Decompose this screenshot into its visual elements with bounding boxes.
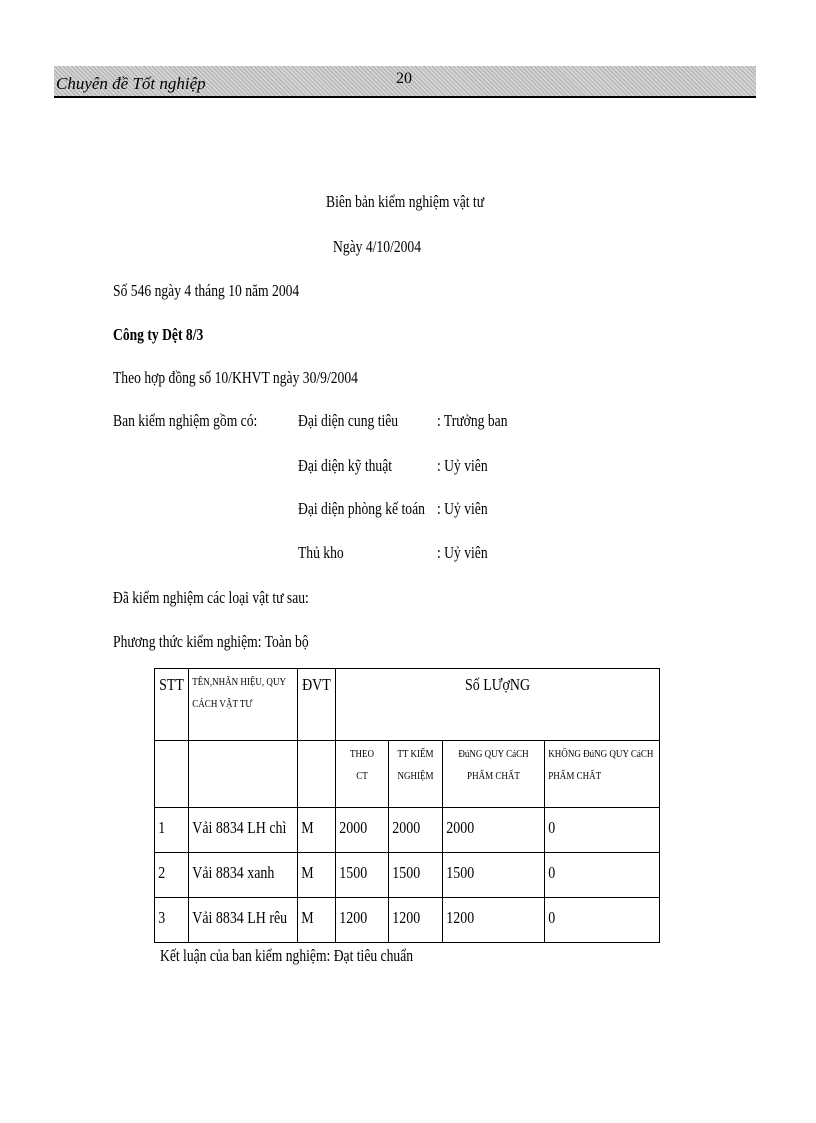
cell-khong-dung: 0 [548, 863, 556, 882]
cell-dung: 2000 [446, 818, 475, 837]
cell-khong-dung: 0 [548, 818, 556, 837]
table-header-row [155, 669, 660, 741]
table-cell [389, 898, 443, 943]
cell-theo-ct: 1500 [339, 863, 368, 882]
cell-dung: 1500 [446, 863, 475, 882]
page-header [54, 66, 756, 98]
table-cell [545, 898, 660, 943]
header-title: Chuyên đề Tốt nghiệp [56, 74, 206, 93]
cell-stt: 2 [158, 863, 166, 882]
header-tt-kiem-nghiem: TT KIỂM NGHIỆM [397, 748, 434, 782]
header-cell [389, 741, 443, 808]
table-row [155, 808, 660, 853]
cell-theo-ct: 1200 [339, 908, 368, 927]
page-number: 20 [396, 70, 412, 87]
table-cell [336, 808, 389, 853]
header-quantity: Số LƯợNG [464, 675, 531, 694]
header-cell [336, 741, 389, 808]
table-cell [389, 808, 443, 853]
cell-stt: 1 [158, 818, 166, 837]
method-line: Phương thức kiểm nghiệm: Toàn bộ [113, 632, 309, 651]
table-cell [155, 808, 189, 853]
member-role: Đại diện kỹ thuật [298, 456, 393, 475]
table-cell [545, 808, 660, 853]
inspected-line: Đã kiểm nghiệm các loại vật tư sau: [113, 588, 309, 607]
header-cell [189, 669, 298, 741]
cell-tt: 2000 [392, 818, 421, 837]
table-cell [298, 808, 336, 853]
header-cell [155, 741, 189, 808]
document-date: Ngày 4/10/2004 [333, 237, 422, 256]
document-number-line: Số 546 ngày 4 tháng 10 năm 2004 [113, 281, 300, 300]
table-cell [155, 898, 189, 943]
member-role: Thủ kho [298, 543, 344, 562]
document-title: Biên bản kiểm nghiệm vật tư [326, 192, 485, 211]
header-dung-quy-cach: ĐúNG QUY CáCH PHẨM CHẤT [458, 748, 529, 782]
member-role: Đại diện phòng kế toán [298, 499, 425, 518]
committee-label: Ban kiểm nghiệm gồm có: [113, 411, 258, 430]
table-cell [336, 898, 389, 943]
table-cell [443, 898, 545, 943]
header-cell [298, 669, 336, 741]
cell-name: Vải 8834 LH rêu [192, 908, 288, 927]
cell-name: Vải 8834 xanh [192, 863, 275, 882]
table-cell [336, 853, 389, 898]
cell-stt: 3 [158, 908, 166, 927]
cell-tt: 1500 [392, 863, 421, 882]
table-cell [189, 808, 298, 853]
header-stt: STT [159, 675, 184, 694]
cell-tt: 1200 [392, 908, 421, 927]
header-name: TÊN,NHÃN HIỆU, QUY CÁCH VẬT TƯ [192, 676, 286, 710]
member-title: : Uỷ viên [437, 456, 488, 475]
table-cell [298, 853, 336, 898]
cell-unit: M [301, 863, 314, 882]
member-title: : Uỷ viên [437, 543, 488, 562]
header-cell [545, 741, 660, 808]
cell-khong-dung: 0 [548, 908, 556, 927]
header-cell [298, 741, 336, 808]
table-cell [443, 808, 545, 853]
header-cell [155, 669, 189, 741]
inspection-table [154, 668, 660, 943]
table-cell [189, 898, 298, 943]
header-cell [443, 741, 545, 808]
company-name: Công ty Dệt 8/3 [113, 325, 204, 344]
table-cell [443, 853, 545, 898]
cell-theo-ct: 2000 [339, 818, 368, 837]
cell-unit: M [301, 908, 314, 927]
header-cell [336, 669, 660, 741]
table-row [155, 898, 660, 943]
table-cell [298, 898, 336, 943]
table-row [155, 853, 660, 898]
cell-unit: M [301, 818, 314, 837]
table-cell [155, 853, 189, 898]
table-cell [389, 853, 443, 898]
header-khong-dung-quy-cach: KHÔNG ĐúNG QUY CáCH PHẨM CHẤT [548, 748, 654, 782]
header-theo-ct: THEO CT [349, 748, 375, 782]
table-cell [189, 853, 298, 898]
member-title: : Trưởng ban [437, 411, 508, 430]
member-title: : Uỷ viên [437, 499, 488, 518]
table-cell [545, 853, 660, 898]
header-unit: ĐVT [302, 675, 331, 694]
cell-dung: 1200 [446, 908, 475, 927]
cell-name: Vải 8834 LH chì [192, 818, 287, 837]
member-role: Đại diện cung tiêu [298, 411, 399, 430]
header-cell [189, 741, 298, 808]
conclusion-line: Kết luận của ban kiểm nghiệm: Đạt tiêu chuẩn [160, 946, 414, 965]
contract-line: Theo hợp đồng số 10/KHVT ngày 30/9/2004 [113, 368, 358, 387]
table-subheader-row [155, 741, 660, 808]
